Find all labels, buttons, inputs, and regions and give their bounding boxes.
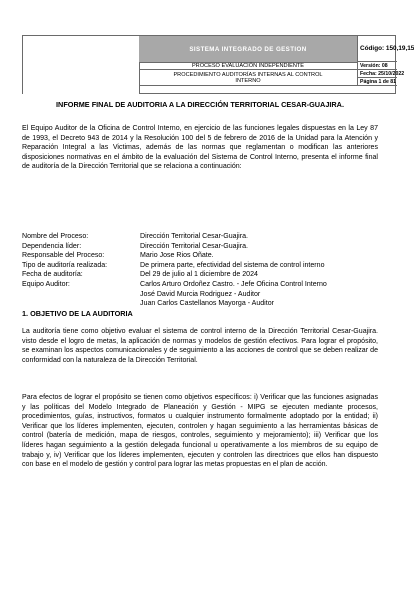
audit-details	[22, 232, 382, 309]
procedure-name	[139, 70, 357, 86]
detail-value: Carlos Arturo Ordoñez Castro. - Jefe Oficina Control Interno	[140, 280, 327, 288]
procedure-line-1: PROCEDIMIENTO AUDITORÍAS INTERNAS AL CONTROL	[173, 71, 323, 78]
logo-cell	[23, 36, 140, 94]
detail-value: Del 29 de julio al 1 diciembre de 2024	[140, 271, 258, 279]
detail-label: Responsable del Proceso:	[22, 252, 105, 260]
page-number: Página 1 de 81	[357, 78, 397, 86]
detail-value: De primera parte, efectividad del sistema de control interno	[140, 261, 325, 269]
process-name: PROCESO EVALUACIÓN INDEPENDIENTE	[139, 62, 357, 70]
objective-paragraph-2: Para efectos de lograr el propósito se tienen como objetivos específicos: i) Verificar que las funciones asignadas y las políticas del Modelo Integrado de Planeación y Gestión - MIPG se ejecuten mediante procesos, procedimientos, guías, instructivos, formatos u cualquier instrumento formalmente adoptado por la entidad; ii) Verificar que los líderes implementen, ejecuten, controlen y hagan seguimiento a las herramientas básicas de control (batería de medición, mapa de riesgos, controles, seguimiento y mejoramiento); iii) Verificar que los líderes hagan seguimiento a la gestión delegada funcional u operativamente a los miembros de su equipo de trabajo y, iv) Verificar que los líderes implementen, ejecuten y controlen las directrices que ellos han dispuesto con base en el modelo de gestión y control para lograr las metas propuestas en el plan de acción.	[22, 394, 378, 469]
detail-row	[22, 280, 382, 290]
detail-row	[22, 261, 382, 271]
detail-label: Tipo de auditoría realizada:	[22, 261, 108, 269]
detail-label: Equipo Auditor:	[22, 280, 70, 288]
intro-paragraph: El Equipo Auditor de la Oficina de Control Interno, en ejercicio de las funciones legales dispuestas en la Ley 87 de 1993, el Decreto 943 de 2014 y la Resolución 100 del 5 de febrero de 2016 de la Unidad para la Atención y Reparación Integral a las Victimas, además de las normas que reglamentan o modifican las anteriores disposiciones normativas en el ámbito de la evaluación del Sistema de Control Interno, presenta el informe final de auditoría de la Dirección Territorial que se relaciona a continuación:	[22, 125, 378, 171]
detail-value: José David Murcia Rodriguez - Auditor	[140, 290, 261, 298]
section-heading: 1. OBJETIVO DE LA AUDITORIA	[22, 309, 133, 318]
document-header-table	[22, 35, 414, 94]
detail-row	[22, 232, 382, 242]
detail-row	[22, 242, 382, 252]
detail-label	[22, 290, 140, 300]
detail-label: Nombre del Proceso:	[22, 233, 89, 240]
version-label: Versión: 08	[357, 62, 397, 70]
objective-paragraph-1: La auditoría tiene como objetivo evaluar el sistema de control interno de la Dirección Territorial Cesar-Guajira. visto desde el logro de metas, la aplicación de normas y modelos de gestión efectivos. Para lograr el propósito, se examinan los aspectos comunicacionales y de seguimiento a las acciones de control que se deben realizar de conformidad con la naturaleza de la Dirección Territorial.	[22, 328, 378, 364]
detail-label	[22, 299, 140, 309]
detail-label: Fecha de auditoría:	[22, 271, 83, 279]
document-code: Código: 150,19,15	[357, 36, 397, 62]
detail-label: Dependencia líder:	[22, 242, 82, 250]
detail-row	[22, 290, 382, 300]
detail-row	[22, 251, 382, 261]
detail-value: Mario Jose Rios Oñate.	[140, 252, 214, 260]
report-title: INFORME FINAL DE AUDITORIA A LA DIRECCIÓN TERRITORIAL CESAR-GUAJIRA.	[56, 100, 344, 109]
detail-value: Dirección Territorial Cesar-Guajira.	[140, 242, 248, 250]
detail-row	[22, 270, 382, 280]
detail-value: Dirección Territorial Cesar-Guajira.	[140, 233, 248, 240]
detail-value: Juan Carlos Castellanos Mayorga - Auditor	[140, 300, 274, 308]
detail-row	[22, 299, 382, 309]
procedure-line-2: INTERNO	[235, 77, 261, 84]
date-label: Fecha: 25/10/2022	[357, 70, 397, 78]
system-name: SISTEMA INTEGRADO DE GESTION	[139, 36, 357, 63]
